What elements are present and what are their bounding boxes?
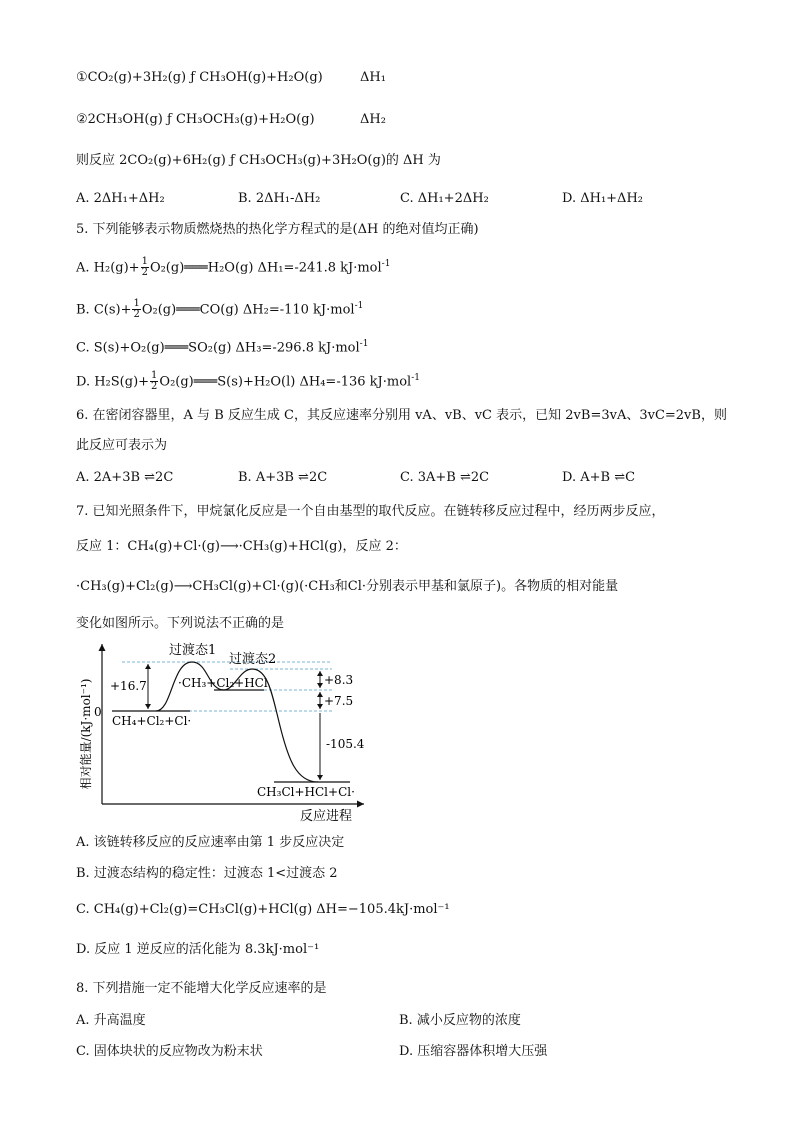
q4-eq1-text: ①CO₂(g)+3H₂(g) ƒ CH₃OH(g)+H₂O(g) [76,70,323,85]
fraction-denominator: 2 [141,267,148,279]
q8-option-d[interactable]: D. 压缩容器体积增大压强 [399,1044,548,1059]
q6-stem-line-1: 6. 在密闭容器里，A 与 B 反应生成 C，其反应速率分别用 vA、vB、vC 表示，已知 2vB=3vA、3vC=2vB，则 [76,408,727,423]
q6-option-d[interactable]: D. A+B ⇌C [562,470,636,485]
intermediate-label: ·CH₃+Cl₂+HCl [178,676,268,690]
q5-b-post: O₂(g)═══CO(g) ΔH₂=-110 kJ·mol [141,302,355,318]
unit-superscript: -1 [354,301,364,311]
q6-stem-line-2: 此反应可表示为 [76,438,168,453]
q5-stem: 5. 下列能够表示物质燃烧热的热化学方程式的是(ΔH 的绝对值均正确) [76,222,479,237]
unit-superscript: -1 [411,373,420,383]
x-axis-label: 反应进程 [299,809,353,824]
q6-option-c[interactable]: C. 3A+B ⇌2C [400,470,490,485]
fraction-numerator: 1 [141,256,148,268]
q4-option-c[interactable]: C. ΔH₁+2ΔH₂ [400,191,489,206]
fraction-denominator: 2 [151,381,158,393]
products-energy-value: -105.4 [326,737,365,751]
q5-b-pre: B. C(s)+ [76,302,132,318]
q5-option-b[interactable] [76,297,363,320]
fraction-half [141,257,149,278]
fraction-half [132,299,140,320]
unit-superscript: -1 [359,339,369,349]
q4-stem: 则反应 2CO₂(g)+6H₂(g) ƒ CH₃OCH₃(g)+3H₂O(g)的 ΔH 为 [76,153,441,168]
fraction-numerator: 1 [151,370,158,382]
products-label: CH₃Cl+HCl+Cl· [257,785,355,799]
q5-a-pre: A. H₂(g)+ [76,260,140,276]
q6-option-a[interactable]: A. 2A+3B ⇌2C [76,470,174,485]
fraction-half [150,371,158,392]
fraction-numerator: 1 [133,298,140,310]
q7-stem-line-2: 反应 1：CH₄(g)+Cl·(g)⟶·CH₃(g)+HCl(g)，反应 2： [76,539,407,554]
q8-option-a[interactable]: A. 升高温度 [76,1013,146,1028]
q4-option-a[interactable]: A. 2ΔH₁+ΔH₂ [76,191,165,206]
q7-option-c[interactable]: C. CH₄(g)+Cl₂(g)=CH₃Cl(g)+HCl(g) ΔH=−105.4kJ·mol⁻¹ [76,902,450,917]
zero-label: 0 [94,705,102,719]
q4-option-d[interactable]: D. ΔH₁+ΔH₂ [562,191,643,206]
q4-equation-1 [76,69,323,87]
q8-option-b[interactable]: B. 减小反应物的浓度 [399,1013,521,1028]
q5-option-d[interactable] [76,369,420,392]
q4-dh1: ΔH₁ [360,70,386,85]
unit-superscript: -1 [381,259,391,269]
q5-a-post: O₂(g)═══H₂O(g) ΔH₁=-241.8 kJ·mol [149,260,382,276]
q5-option-a[interactable] [76,255,390,278]
ts1-label: 过渡态1 [169,643,217,658]
energy-diagram [74,636,374,826]
q7-option-d[interactable]: D. 反应 1 逆反应的活化能为 8.3kJ·mol⁻¹ [76,942,320,957]
q4-dh2: ΔH₂ [360,112,386,127]
q4-equation-2 [76,111,315,129]
q6-option-b[interactable]: B. A+3B ⇌2C [238,470,328,485]
q4-eq2-text: ②2CH₃OH(g) ƒ CH₃OCH₃(g)+H₂O(g) [76,112,315,127]
ts1-energy-value: +16.7 [110,679,147,693]
q8-stem: 8. 下列措施一定不能增大化学反应速率的是 [76,981,327,996]
q7-option-b[interactable]: B. 过渡态结构的稳定性：过渡态 1<过渡态 2 [76,866,338,881]
fraction-denominator: 2 [133,309,140,321]
q5-d-pre: D. H₂S(g)+ [76,374,150,390]
q7-option-a[interactable]: A. 该链转移反应的反应速率由第 1 步反应决定 [76,835,345,850]
q8-option-c[interactable]: C. 固体块状的反应物改为粉末状 [76,1044,263,1059]
intermediate-energy-value: +7.5 [324,694,354,708]
q5-c-text: C. S(s)+O₂(g)═══SO₂(g) ΔH₃=-296.8 kJ·mol [76,340,360,356]
q7-stem-line-3: ·CH₃(g)+Cl₂(g)⟶CH₃Cl(g)+Cl·(g)(·CH₃和Cl·分别表示甲基和氯原子)。各物质的相对能量 [76,579,619,594]
reactants-label: CH₄+Cl₂+Cl· [112,714,192,728]
q7-stem-line-4: 变化如图所示。下列说法不正确的是 [76,616,285,631]
ts2-rel-energy-value: +8.3 [324,673,354,687]
ts2-label: 过渡态2 [229,652,277,667]
y-axis-label: 相对能量/(kJ·mol⁻¹) [79,678,93,790]
q5-d-post: O₂(g)═══S(s)+H₂O(l) ΔH₄=-136 kJ·mol [159,374,412,390]
q4-option-b[interactable]: B. 2ΔH₁-ΔH₂ [238,191,321,206]
q5-option-c[interactable] [76,335,368,357]
q7-stem-line-1: 7. 已知光照条件下，甲烷氯化反应是一个自由基型的取代反应。在链转移反应过程中，经历两步反应， [76,504,665,519]
